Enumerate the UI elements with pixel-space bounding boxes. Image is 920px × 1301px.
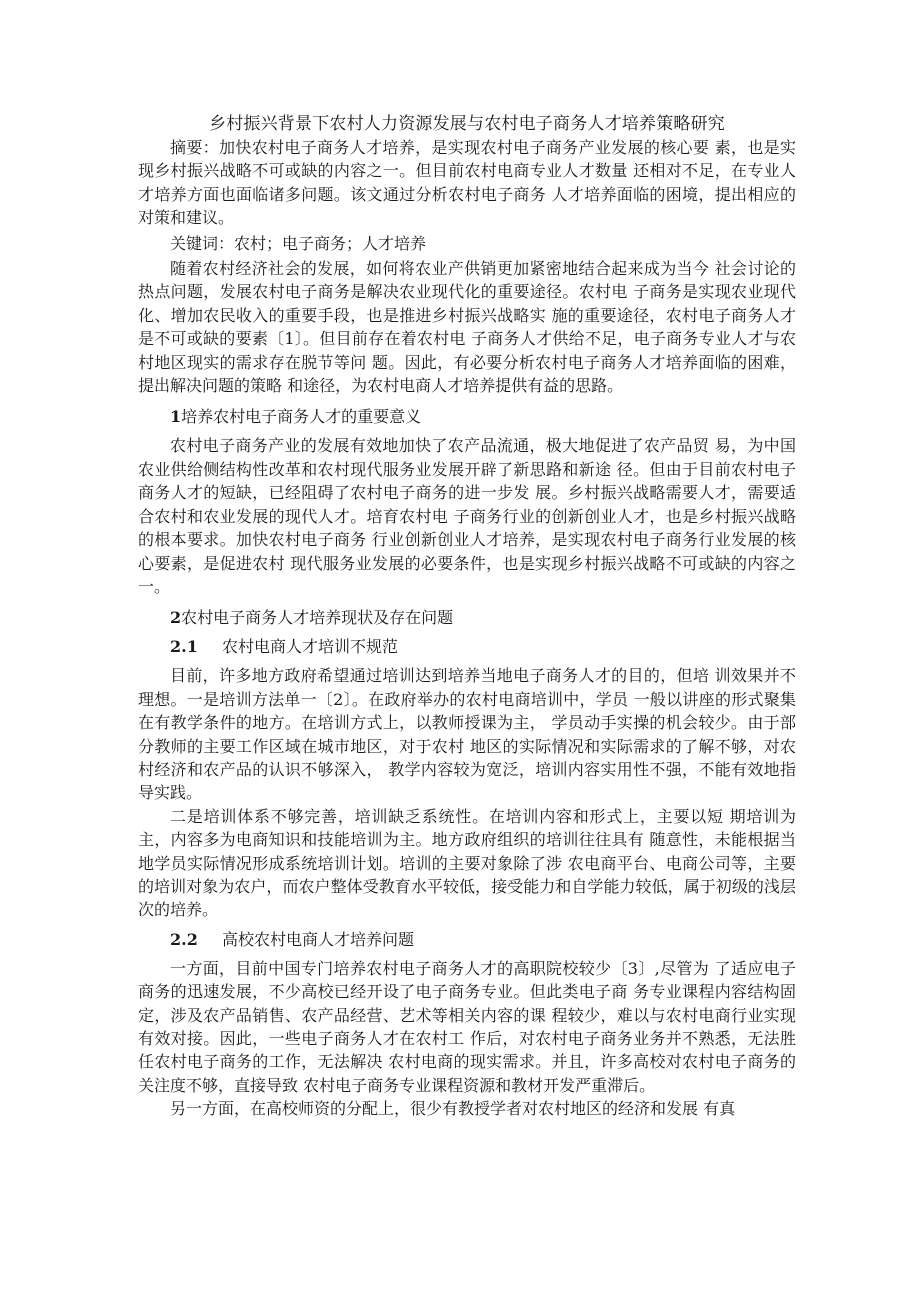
abstract-paragraph: 摘要：加快农村电子商务人才培养，是实现农村电子商务产业发展的核心要 素，也是实现乡村振兴战略不可或缺的内容之一。但目前农村电商专业人才数量 还相对不足，在专业人才培养方面也面临诸多问题。该文通过分析农村电子商务 人才培养面临的困境，提出相应的对策和建议。 <box>138 138 796 228</box>
section-1-heading <box>138 405 796 428</box>
section-1-number: 1 <box>170 407 182 427</box>
section-2-number: 2 <box>170 608 182 628</box>
document-page <box>138 104 796 1121</box>
subsection-2-2-paragraph-2: 另一方面，在高校师资的分配上，很少有教授学者对农村地区的经济和发展 有真 <box>170 1099 736 1119</box>
subsection-2-1-heading <box>138 635 796 658</box>
section-2-heading <box>138 606 796 629</box>
subsection-2-2-number: 2.2 <box>170 929 198 949</box>
subsection-2-2-paragraph-1: 一方面，目前中国专门培养农村电子商务人才的高职院校较少〔3〕,尽管为 了适应电子商务的迅速发展，不少高校已经开设了电子商务专业。但此类电子商 务专业课程内容结构固定，涉及农产品销售、农产品经营、艺术等相关内容的课 程较少，难以与农村电商行业实现有效对接。因此，一些电子商务人才在农村工 作后，对农村电子商务业务并不熟悉，无法胜任农村电子商务的工作，无法解决 农村电商的现实需求。并且，许多高校对农村电子商务的关注度不够，直接导致 农村电子商务专业课程资源和教材开发严重滞后。 <box>138 958 796 1095</box>
subsection-2-1-paragraph-1: 目前，许多地方政府希望通过培训达到培养当地电子商务人才的目的，但培 训效果并不理想。一是培训方法单一〔2〕。在政府举办的农村电商培训中，学员 一般以讲座的形式聚集在有教学条件的地方。在培训方式上，以教师授课为主， 学员动手实操的机会较少。由于部分教师的主要工作区域在城市地区，对于农村 地区的实际情况和实际需求的了解不够，对农村经济和农产品的认识不够深入， 教学内容较为宽泛，培训内容实用性不强，不能有效地指导实践。 <box>138 666 796 803</box>
subsection-2-1-title: 农村电商人才培训不规范 <box>222 637 399 657</box>
section-1-title: 培养农村电子商务人才的重要意义 <box>181 407 422 427</box>
section-2-title: 农村电子商务人才培养现状及存在问题 <box>181 608 454 628</box>
intro-paragraph: 随着农村经济社会的发展，如何将农业产供销更加紧密地结合起来成为当今 社会讨论的热点问题，发展农村电子商务是解决农业现代化的重要途径。农村电 子商务是实现农业现代化、增加农民收入的重要手段，也是推进乡村振兴战略实 施的重要途径，农村电子商务人才是不可或缺的要素〔1〕。但目前存在着农村电 子商务人才供给不足，电子商务专业人才与农村地区现实的需求存在脱节等问 题。因此，有必要分析农村电子商务人才培养面临的困难，提出解决问题的策略 和途径，为农村电商人才培养提供有益的思路。 <box>138 259 796 396</box>
paper-title: 乡村振兴背景下农村人力资源发展与农村电子商务人才培养策略研究 <box>209 114 725 134</box>
subsection-2-2-title: 高校农村电商人才培养问题 <box>222 929 415 949</box>
subsection-2-1-paragraph-2: 二是培训体系不够完善，培训缺乏系统性。在培训内容和形式上，主要以短 期培训为主，内容多为电商知识和技能培训为主。地方政府组织的培训往往具有 随意性，未能根据当地学员实际情况形成系统培训计划。培训的主要对象除了涉 农电商平台、电商公司等，主要的培训对象为农户，而农户整体受教育水平较低，接受能力和自学能力较低，属于初级的浅层次的培养。 <box>138 806 796 920</box>
subsection-2-2-heading <box>138 928 796 951</box>
subsection-2-1-number: 2.1 <box>170 637 198 657</box>
keywords-line: 关键词：农村；电子商务；人才培养 <box>170 233 427 253</box>
section-1-paragraph: 农村电子商务产业的发展有效地加快了农产品流通，极大地促进了农产品贸 易，为中国农业供给侧结构性改革和农村现代服务业发展开辟了新思路和新途 径。但由于目前农村电子商务人才的短缺，已经阻碍了农村电子商务的进一步发 展。乡村振兴战略需要人才，需要适合农村和农业发展的现代人才。培育农村电 子商务行业的创新创业人才，也是乡村振兴战略的根本要求。加快农村电子商务 行业创新创业人才培养，是实现农村电子商务行业发展的核心要素，是促进农村 现代服务业发展的必要条件，也是实现乡村振兴战略不可或缺的内容之一。 <box>138 436 796 596</box>
